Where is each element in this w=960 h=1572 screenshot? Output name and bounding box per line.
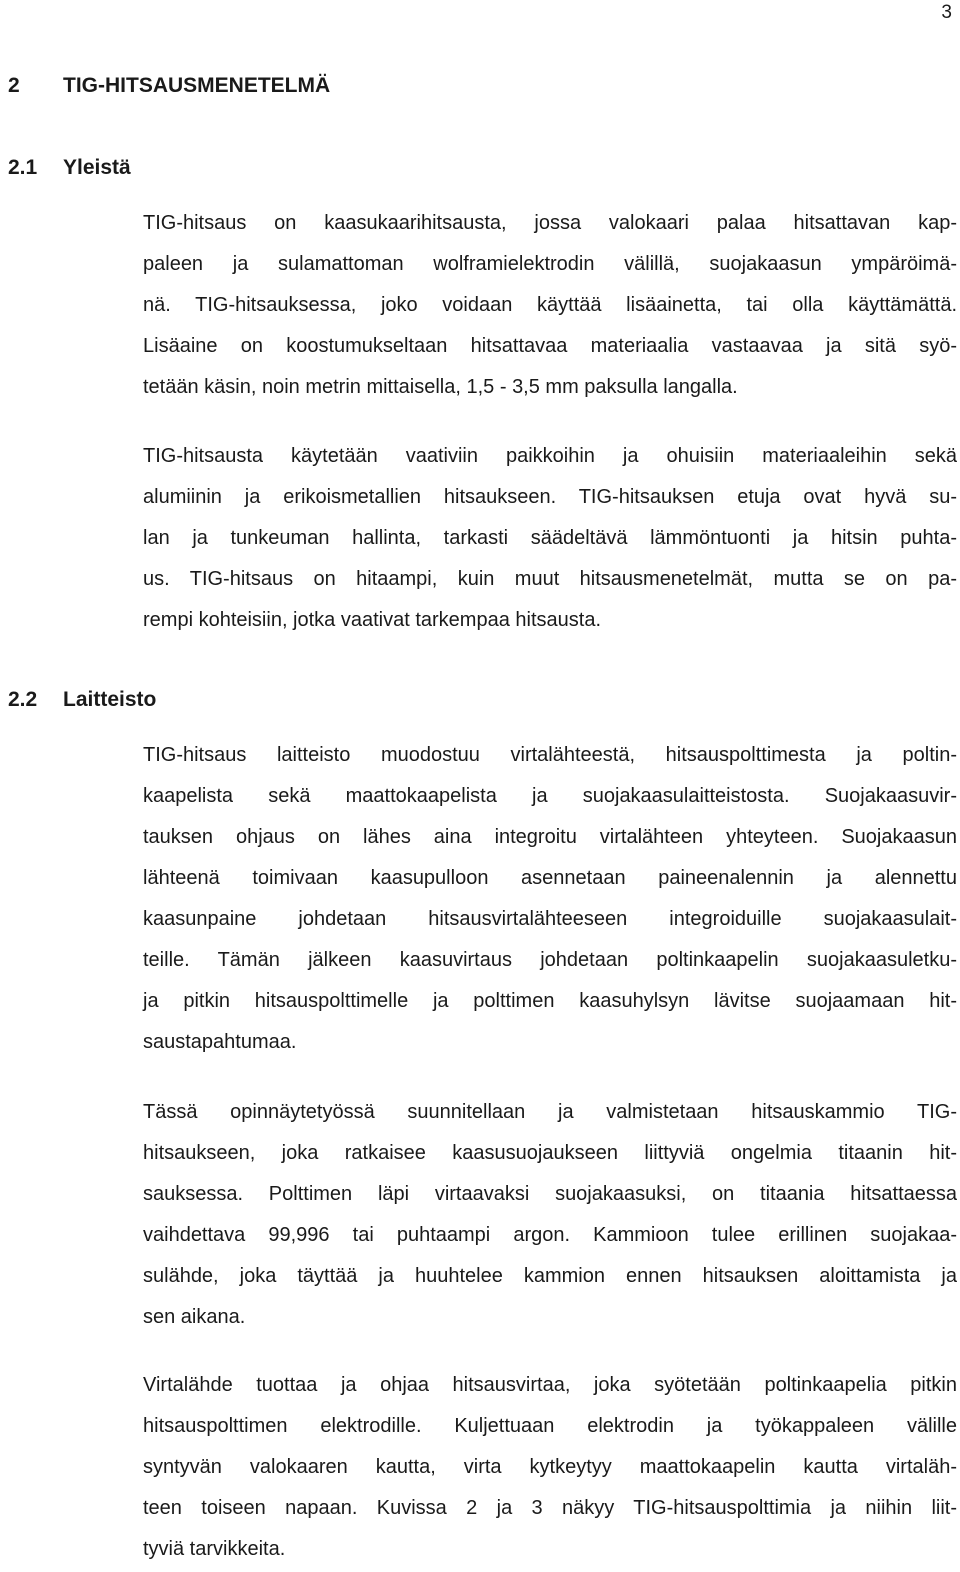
chapter-title: TIG-HITSAUSMENETELMÄ: [63, 74, 331, 97]
paragraph-tig-usage: [143, 436, 957, 641]
text-line: Virtalähde tuottaa ja ohjaa hitsausvirtaa, joka syötetään poltinkaapelia pitkin: [143, 1374, 957, 1396]
chapter-number: 2: [8, 74, 20, 97]
text-line: alumiinin ja erikoismetallien hitsaukseen. TIG-hitsauksen etuja ovat hyvä su-: [143, 486, 957, 508]
text-line: teille. Tämän jälkeen kaasuvirtaus johdetaan poltinkaapelin suojakaasuletku-: [143, 949, 957, 971]
page-number: 3: [941, 2, 952, 23]
text-line: saustapahtumaa.: [143, 1031, 297, 1053]
text-line: Lisäaine on koostumukseltaan hitsattavaa materiaalia vastaavaa ja sitä syö-: [143, 335, 957, 357]
text-line: lan ja tunkeuman hallinta, tarkasti säädeltävä lämmöntuonti ja hitsin puhta-: [143, 527, 957, 549]
text-line: sen aikana.: [143, 1306, 246, 1328]
section-number: 2.1: [8, 156, 38, 179]
text-line: sauksessa. Polttimen läpi virtaavaksi suojakaasuksi, on titaania hitsattaessa: [143, 1183, 957, 1205]
text-line: vaihdettava 99,996 tai puhtaampi argon. Kammioon tulee erillinen suojakaa-: [143, 1224, 957, 1246]
section-number: 2.2: [8, 688, 38, 711]
text-line: paleen ja sulamattoman wolframielektrodin välillä, suojakaasun ympäröimä-: [143, 253, 957, 275]
text-line: Tässä opinnäytetyössä suunnitellaan ja valmistetaan hitsauskammio TIG-: [143, 1101, 957, 1123]
text-line: tyviä tarvikkeita.: [143, 1538, 286, 1560]
paragraph-welding-chamber: [143, 1092, 957, 1338]
text-line: hitsaukseen, joka ratkaisee kaasusuojaukseen liittyviä ongelmia titaanin hit-: [143, 1142, 957, 1164]
section-title: Yleistä: [63, 156, 131, 179]
text-line: tetään käsin, noin metrin mittaisella, 1,5 - 3,5 mm paksulla langalla.: [143, 376, 738, 398]
section-title: Laitteisto: [63, 688, 157, 711]
paragraph-equipment: [143, 735, 957, 1063]
text-line: TIG-hitsaus laitteisto muodostuu virtalähteestä, hitsauspolttimesta ja poltin-: [143, 744, 957, 766]
text-line: hitsauspolttimen elektrodille. Kuljettuaan elektrodin ja työkappaleen välille: [143, 1415, 957, 1437]
text-line: kaasunpaine johdetaan hitsausvirtalähteeseen integroiduille suojakaasulait-: [143, 908, 957, 930]
text-line: kaapelista sekä maattokaapelista ja suojakaasulaitteistosta. Suojakaasuvir-: [143, 785, 957, 807]
text-line: nä. TIG-hitsauksessa, joko voidaan käyttää lisäainetta, tai olla käyttämättä.: [143, 294, 957, 316]
section-heading-2-1: [8, 156, 131, 180]
text-line: ja pitkin hitsauspolttimelle ja polttimen kaasuhylsyn lävitse suojaamaan hit-: [143, 990, 957, 1012]
paragraph-tig-intro: [143, 203, 957, 408]
text-line: sulähde, joka täyttää ja huuhtelee kammion ennen hitsauksen aloittamista ja: [143, 1265, 957, 1287]
text-line: TIG-hitsaus on kaasukaarihitsausta, jossa valokaari palaa hitsattavan kap-: [143, 212, 957, 234]
section-heading-2-2: [8, 688, 156, 712]
text-line: lähteenä toimivaan kaasupulloon asennetaan paineenalennin ja alennettu: [143, 867, 957, 889]
chapter-heading: [8, 74, 330, 98]
text-line: syntyvän valokaaren kautta, virta kytkeytyy maattokaapelin kautta virtaläh-: [143, 1456, 957, 1478]
text-line: tauksen ohjaus on lähes aina integroitu virtalähteen yhteyteen. Suojakaasun: [143, 826, 957, 848]
text-line: rempi kohteisiin, jotka vaativat tarkempaa hitsausta.: [143, 609, 601, 631]
paragraph-power-source: [143, 1365, 957, 1570]
text-line: us. TIG-hitsaus on hitaampi, kuin muut hitsausmenetelmät, mutta se on pa-: [143, 568, 957, 590]
text-line: teen toiseen napaan. Kuvissa 2 ja 3 näkyy TIG-hitsauspolttimia ja niihin liit-: [143, 1497, 957, 1519]
text-line: TIG-hitsausta käytetään vaativiin paikkoihin ja ohuisiin materiaaleihin sekä: [143, 445, 957, 467]
